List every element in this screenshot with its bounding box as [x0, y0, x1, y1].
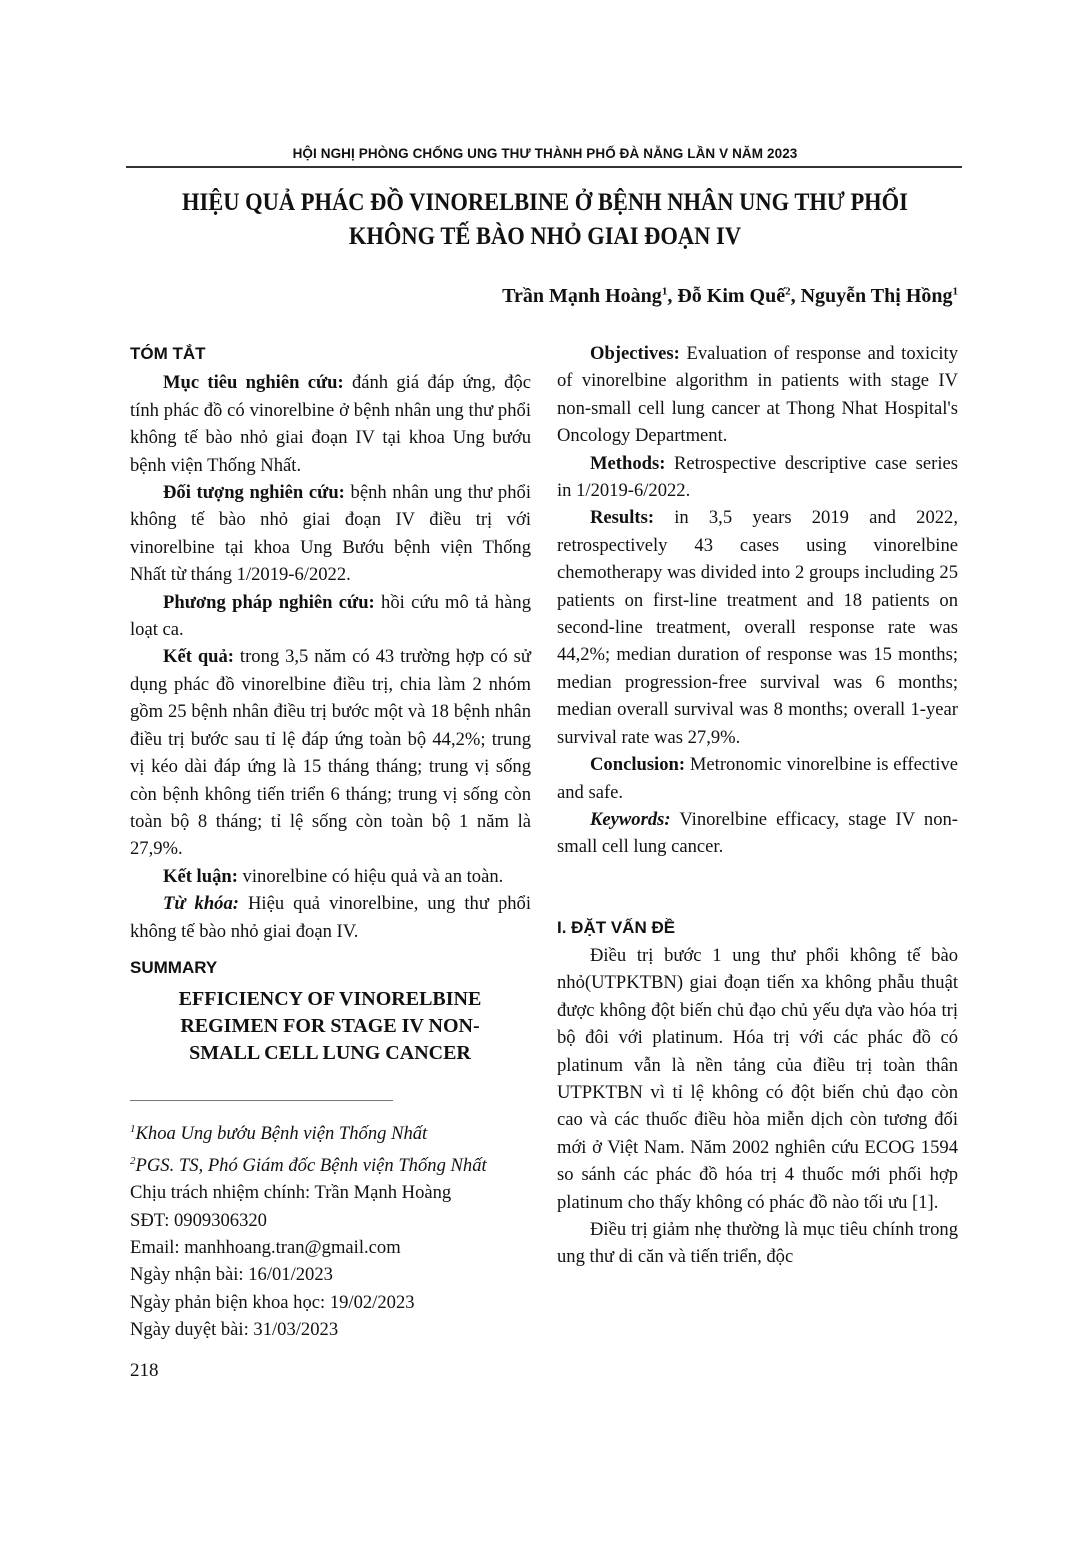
affiliation-marker: 1	[952, 285, 958, 298]
paragraph-label: Mục tiêu nghiên cứu:	[163, 372, 344, 394]
paragraph-label: Từ khóa:	[163, 893, 239, 915]
paragraph-label: Kết quả:	[163, 646, 234, 668]
abstract-vietnamese	[130, 340, 531, 945]
section-heading: I. ĐẶT VẤN ĐỀ	[557, 918, 676, 937]
author-name: Đỗ Kim Quế	[677, 285, 786, 307]
date-received: Ngày nhận bài: 16/01/2023	[130, 1264, 333, 1286]
paragraph-text: bệnh nhân ung thư phổi không tế bào nhỏ giai đoạn IV điều trị với vinorelbine tại khoa Ung Bướu bệnh viện Thống Nhất từ tháng 1/2019-6/2022.	[130, 482, 531, 586]
author-separator: ,	[790, 285, 801, 307]
abstract-paragraph	[130, 863, 531, 890]
affiliation-text: PGS. TS, Phó Giám đốc Bệnh viện Thống Nhất	[135, 1154, 487, 1176]
paragraph-text: vinorelbine có hiệu quả và an toàn.	[237, 865, 504, 887]
affiliation-marker: 1	[661, 285, 668, 298]
paragraph-label: Conclusion:	[590, 754, 686, 776]
body-paragraph: Điều trị bước 1 ung thư phổi không tế bào nhỏ(UTPKTBN) giai đoạn tiến xa không phẫu thuật được không đột biến chủ đạo chủ yếu dựa vào hóa trị bộ đôi với platinum. Hóa trị với các phác đồ có platinum vẫn là nền tảng của điều trị toàn thân UTPKTBN vì tỉ lệ không có đột biến chủ đạo còn cao và các thuốc điều hòa miễn dịch còn tương đối mới ở Việt Nam. Năm 2002 nghiên cứu ECOG 1594 so sánh các phác đồ hóa trị 4 thuốc mới phối hợp platinum cho thấy không có phác đồ nào tối ưu [1].	[557, 945, 958, 1213]
footnote-marker: 2	[130, 1154, 136, 1167]
author-name: Nguyễn Thị Hồng	[800, 285, 953, 307]
author-list	[502, 285, 958, 308]
paragraph-text: trong 3,5 năm có 43 trường hợp có sử dụng phác đồ vinorelbine điều trị, chia làm 2 nhóm gồm 25 bệnh nhân điều trị bước một và 18 bệnh nhân điều trị bước sau tỉ lệ đáp ứng toàn bộ 44,2%; trung vị kéo dài đáp ứng là 15 tháng tháng; trung vị sống còn bệnh không tiến triển 6 tháng; trung vị sống còn toàn bộ 8 tháng; tỉ lệ sống còn toàn bộ 1 năm là 27,9%.	[130, 646, 531, 860]
date-accepted: Ngày duyệt bài: 31/03/2023	[130, 1319, 339, 1341]
paragraph-label: Đối tượng nghiên cứu:	[163, 482, 345, 504]
title-line: KHÔNG TẾ BÀO NHỎ GIAI ĐOẠN IV	[348, 223, 742, 250]
section-body	[557, 942, 958, 1271]
paragraph-text: đánh giá đáp ứng, độc tính phác đồ có vinorelbine ở bệnh nhân ung thư phổi không tế bào nhỏ giai đoạn IV tại khoa Ung bướu bệnh viện Thống Nhất.	[130, 372, 531, 476]
abstract-paragraph	[557, 450, 958, 505]
page-number: 218	[130, 1360, 159, 1381]
author-name: Trần Mạnh Hoàng	[502, 285, 662, 307]
paragraph-text: hồi cứu mô tả hàng loạt ca.	[130, 591, 531, 641]
english-title-line: EFFICIENCY OF VINORELBINE	[178, 988, 482, 1010]
body-paragraph: Điều trị giảm nhẹ thường là mục tiêu chính trong ung thư di căn và tiến triển, độc	[557, 1219, 958, 1268]
summary-heading: SUMMARY	[130, 958, 218, 977]
paragraph-text: in 3,5 years 2019 and 2022, retrospectively 43 cases using vinorelbine chemotherapy was divided into 2 groups including 25 patients on first-line treatment and 18 patients on second-line treatment, overall response rate was 44,2%; median duration of response was 15 months; median progression-free survival was 6 months; median overall survival was 8 months; overall 1-year survival rate was 27,9%.	[557, 507, 958, 748]
running-header: HỘI NGHỊ PHÒNG CHỐNG UNG THƯ THÀNH PHỐ ĐÀ NẴNG LẦN V NĂM 2023	[292, 146, 798, 161]
author-separator: ,	[667, 285, 678, 307]
title-line: HIỆU QUẢ PHÁC ĐỒ VINORELBINE Ở BỆNH NHÂN UNG THƯ PHỔI	[182, 189, 908, 216]
abstract-english	[557, 340, 958, 861]
footnote-marker: 1	[130, 1123, 136, 1135]
english-title	[130, 986, 530, 1067]
paragraph-text: Retrospective descriptive case series in 1/2019-6/2022.	[557, 452, 958, 502]
affiliation-marker: 2	[785, 285, 791, 298]
abstract-heading: TÓM TẮT	[130, 344, 206, 363]
header-rule	[126, 166, 962, 168]
paragraph-text: Hiệu quả vinorelbine, ung thư phổi không tế bào nhỏ giai đoạn IV.	[130, 893, 531, 942]
date-reviewed: Ngày phản biện khoa học: 19/02/2023	[130, 1291, 415, 1313]
paragraph-label: Phương pháp nghiên cứu:	[163, 591, 375, 613]
english-title-line: REGIMEN FOR STAGE IV NON-	[180, 1015, 480, 1037]
paragraph-label: Keywords:	[590, 808, 671, 830]
affiliation-2	[130, 1148, 487, 1180]
abstract-paragraph	[130, 589, 531, 644]
abstract-paragraph	[557, 340, 958, 450]
phone: SĐT: 0909306320	[130, 1209, 267, 1231]
paragraph-label: Methods:	[590, 452, 666, 474]
paragraph-text: Vinorelbine efficacy, stage IV non-small cell lung cancer.	[557, 808, 958, 858]
footnote-rule	[130, 1100, 393, 1101]
affiliation-text: Khoa Ung bướu Bệnh viện Thống Nhất	[135, 1123, 428, 1145]
affiliation-1	[130, 1116, 487, 1148]
paragraph-label: Objectives:	[590, 343, 680, 364]
email: Email: manhhoang.tran@gmail.com	[130, 1237, 401, 1258]
abstract-paragraph	[130, 643, 531, 862]
paragraph-text: Evaluation of response and toxicity of vinorelbine algorithm in patients with stage IV non-small cell lung cancer at Thong Nhat Hospital's Oncology Department.	[557, 343, 958, 447]
abstract-paragraph	[130, 890, 531, 945]
paragraph-label: Kết luận:	[163, 865, 238, 887]
abstract-paragraph	[130, 479, 531, 589]
abstract-paragraph	[557, 504, 958, 751]
paper-title	[172, 186, 919, 254]
abstract-paragraph	[557, 806, 958, 861]
paragraph-label: Results:	[590, 507, 655, 529]
footnotes	[130, 1116, 487, 1344]
paragraph-text: Metronomic vinorelbine is effective and safe.	[557, 754, 958, 803]
abstract-paragraph	[130, 369, 531, 479]
corresponding-author: Chịu trách nhiệm chính: Trần Mạnh Hoàng	[130, 1182, 452, 1204]
abstract-paragraph	[557, 751, 958, 806]
english-title-line: SMALL CELL LUNG CANCER	[189, 1042, 471, 1064]
